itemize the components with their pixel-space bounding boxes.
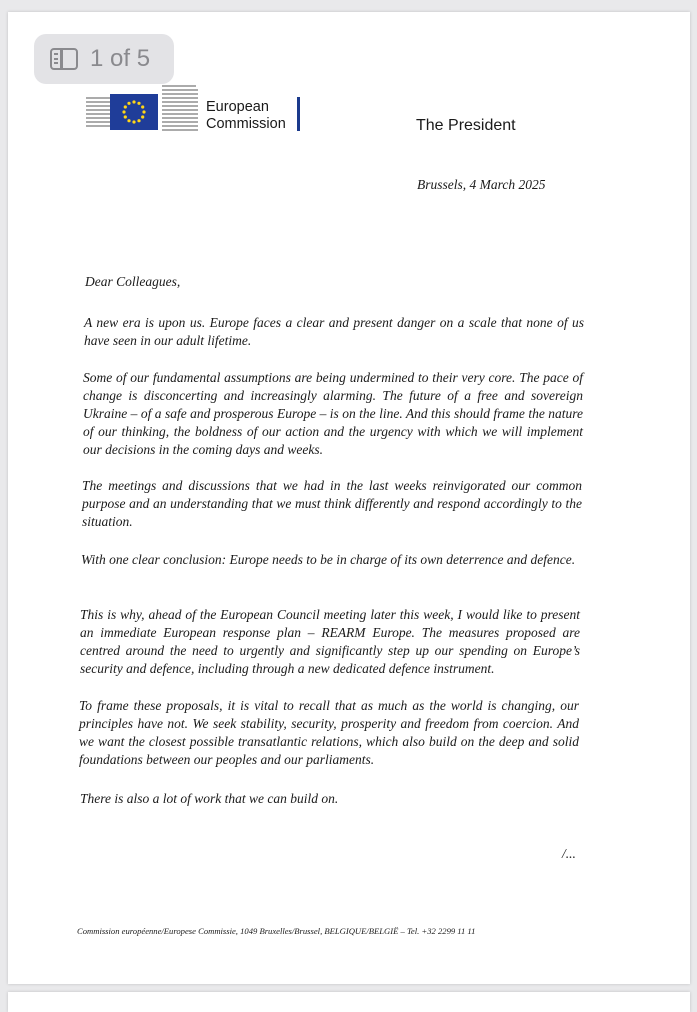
paragraph-4: With one clear conclusion: Europe needs to be in charge of its own deterrence and defence. bbox=[81, 552, 576, 567]
paragraph-6: To frame these proposals, it is vital to recall that as much as the world is changing, our principles have not. We seek stability, security, prosperity and freedom from coercion. And we want the closest possible transatlantic relations, which also build on the deep and solid foundations between our peoples and our parliaments. bbox=[79, 698, 579, 767]
page-indicator-text: 1 of 5 bbox=[90, 45, 151, 72]
next-page-edge bbox=[8, 992, 690, 1012]
salutation: Dear Colleagues, bbox=[85, 274, 181, 289]
eu-flag-icon bbox=[110, 94, 158, 130]
paragraph-2: Some of our fundamental assumptions are being undermined to their very core. The pace of change is disconcerting and increasingly alarming. The future of a free and sovereign Ukraine – of a safe and prosperous Europe – is on the line. And this should frame the nature of our thinking, the boldness of our action and the urgency with which we will implement our decisions in the coming days and weeks. bbox=[83, 370, 583, 457]
paragraph-5: This is why, ahead of the European Council meeting later this week, I would like to present an immediate European response plan – REARM Europe. The measures proposed are centred around the need to urgently and significantly step up our spending on Europe’s security and defence, including through a new dedicated defence instrument. bbox=[80, 607, 580, 676]
continuation-mark: /... bbox=[562, 846, 576, 861]
paragraph-3: The meetings and discussions that we had in the last weeks reinvigorated our common purpose and an understanding that we must think differently and respond accordingly to the situation. bbox=[82, 478, 582, 529]
logo-divider bbox=[297, 97, 300, 131]
logo-wordmark bbox=[206, 99, 286, 133]
logo-line-1: European bbox=[206, 99, 269, 115]
sidebar-panel-icon[interactable] bbox=[50, 48, 78, 70]
office-title: The President bbox=[416, 117, 516, 134]
letter-date: Brussels, 4 March 2025 bbox=[417, 177, 546, 192]
paragraph-1: A new era is upon us. Europe faces a clear and present danger on a scale that none of us have seen in our adult lifetime. bbox=[84, 315, 584, 348]
closing-line: There is also a lot of work that we can build on. bbox=[80, 791, 339, 806]
logo-line-2: Commission bbox=[206, 116, 286, 132]
page-indicator[interactable] bbox=[34, 34, 174, 84]
letter-footer: Commission européenne/Europese Commissie, 1049 Bruxelles/Brussel, BELGIQUE/BELGIË – Tel. +32 2299 11 11 bbox=[77, 926, 476, 936]
